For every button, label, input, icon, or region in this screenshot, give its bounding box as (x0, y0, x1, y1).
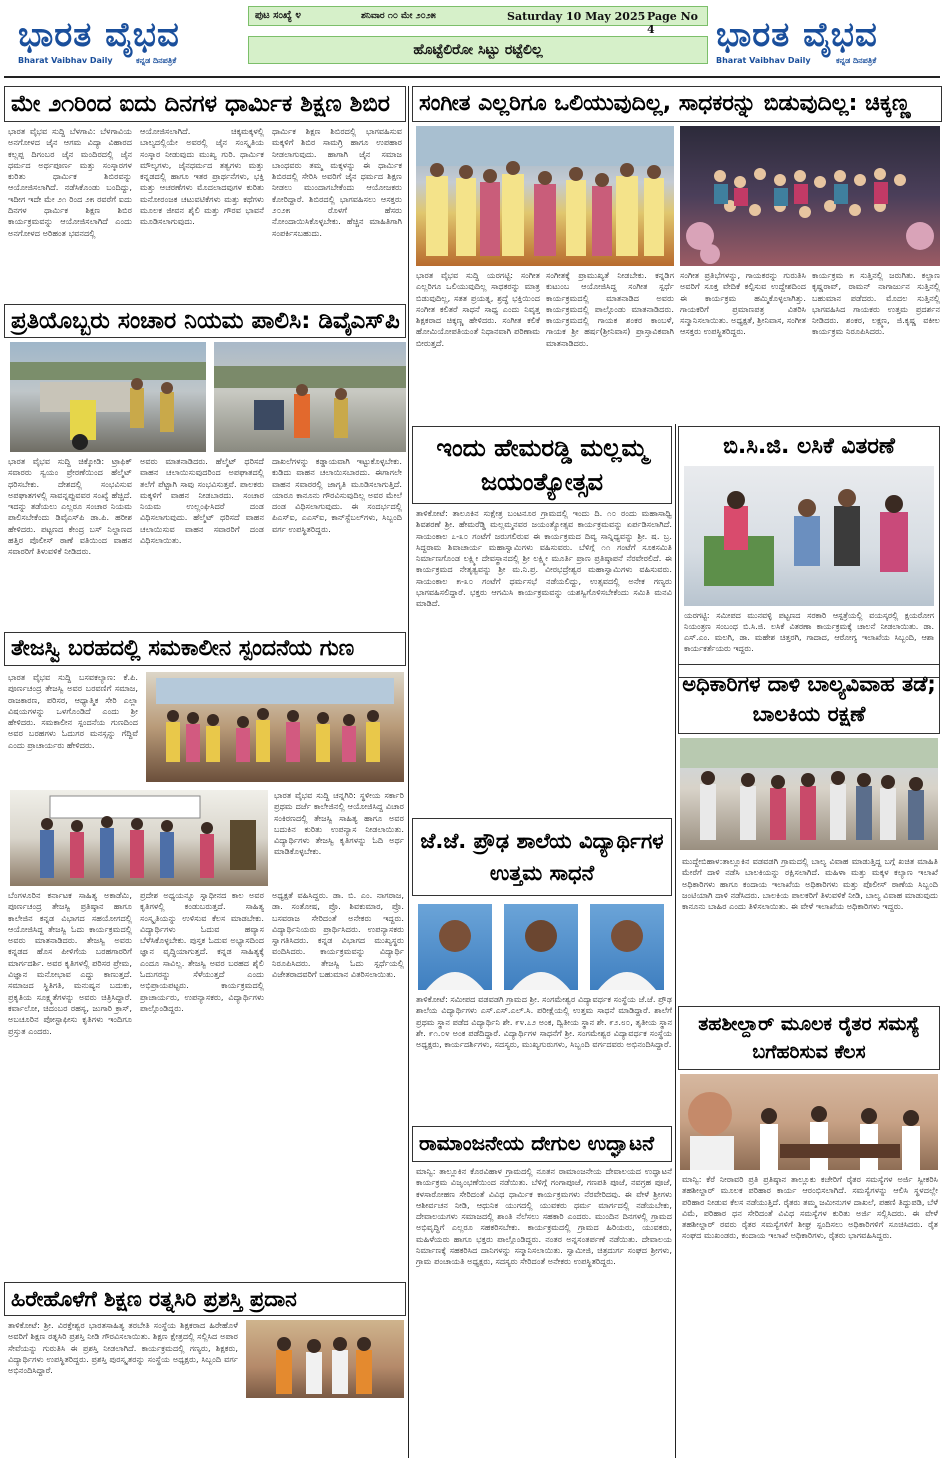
a7-student-photo-1 (418, 904, 492, 990)
seminar-photo-icon (146, 672, 404, 782)
a8-headline-box (412, 1126, 672, 1162)
student-portrait-icon (418, 904, 492, 990)
a2-headline-box (412, 86, 942, 122)
a7-headline: ಜೆ.ಜೆ. ಪ್ರೌಢ ಶಾಲೆಯ ವಿದ್ಯಾರ್ಥಿಗಳ ಉತ್ತಮ ಸಾಧನೆ (420, 829, 664, 885)
a10-headline-box (678, 1006, 940, 1070)
a4-headline-box (412, 426, 672, 504)
tagline: ಹೊಟ್ಟೆಲಿರೋ ಸಿಟ್ಟು ರಟ್ಟೆಲಿಲ್ಲ (413, 42, 543, 58)
page-count-kn: ಪುಟ ಸಂಖ್ಯೆ ೪ (255, 10, 302, 21)
a1-col1: ಭಾರತ ವೈಭವ ಸುದ್ದಿ ಬೆಳಗಾವಿ: ಬೆಳಗಾವಿಯ ಅನಗೋಳದ ಜೈನ ಆಗಮ ವಿದ್ಯಾ ವಿಹಾರದ ಕಲ್ಲಪ್ಪ ದಿಗಂಬರ ಜೈನ ಮಂದಿರದಲ್ಲಿ ಜೈನ ಧರ್ಮದ ಅರ್ಥಪೂರ್ಣ ಮತ್ತು ಸಂಸ್ಕಾರಗಳ ಕುರಿತು ಧಾರ್ಮಿಕ ಶಿಬಿರವನ್ನು ಆಯೋಜಿಸಲಾಗಿದೆ. ನಡೆಸಿಕೊಂಡು ಬಂದಿದ್ದು, ಇದೀಗ ಇದೇ ಮೇ ೨೧ ರಿಂದ ೨೫ ರವರೆಗೆ ಐದು ದಿನಗಳ ಧಾರ್ಮಿಕ ಶಿಕ್ಷಣ ಶಿಬಿರ ಕಾರ್ಯಕ್ರಮವನ್ನು ಆಯೋಜಿಸಲಾಗಿದೆ ಎಂದು ಅನಗೋಳದ ಅರಿಹಂತ ಭವನದಲ್ಲಿ (8, 126, 132, 238)
a4-body: ತಾಳಿಕೋಟೆ: ತಾಲೂಕಿನ ಸುಕ್ಷೇತ್ರ ಬಂಟನೂರ ಗ್ರಾಮದಲ್ಲಿ ಇಂದು ದಿ. ೧೦ ರಂದು ಮಹಾಸಾಧ್ವಿ ಶಿವಶರಣೆ ಶ್ರೀ. ಹೇಮರೆಡ್ಡಿ ಮಲ್ಲಮ್ಮನವರ ಜಯಂತ್ಯೋತ್ಸವ ಕಾರ್ಯಕ್ರಮವನ್ನು ಏರ್ಪಡಿಸಲಾಗಿದೆ. ಸಾಯಂಕಾಲ ೭-೩೦ ಗಂಟೆಗೆ ಜರುಗಲಿರುವ ಈ ಕಾರ್ಯಕ್ರಮದ ದಿವ್ಯ ಸಾನ್ನಿಧ್ಯವನ್ನು ಶ್ರೀ. ಷ. ಬ್ರ. ಸಿದ್ದರಾಮ ಶಿವಾಚಾರ್ಯ ಮಹಾಸ್ವಾಮಿಗಳು ವಹಿಸುವರು. ಬೆಳಿಗ್ಗೆ ೧೧ ಗಂಟೆಗೆ ಸೂಕಸಮಿತಿ ನಿರ್ಮಾಣಗೊಂಡ ಲಕ್ಷ್ಮೀ ದೇವಸ್ಥಾನದಲ್ಲಿ ಶ್ರೀ ಲಕ್ಷ್ಮೀ ಮೂರ್ತಿ ಪ್ರಾಣ ಪ್ರತಿಷ್ಠಾಪನೆ ನೆರವೇರಲಿದೆ. ಈ ಕಾರ್ಯಕ್ರಮದ ನೇತೃತ್ವವನ್ನು ಶ್ರೀ ಮ.ನಿ.ಪ್ರ. ವೀರಭದ್ರೇಶ್ವರ ಮಹಾಸ್ವಾಮಿಗಳು ವಹಿಸುವರು. ಸಾಯಂಕಾಲ ೫-೩೦ ಗಂಟೆಗೆ ಧರ್ಮಸಭೆ ನಡೆಯಲಿದ್ದು, ಉತ್ಸವದಲ್ಲಿ ಅನೇಕ ಗಣ್ಯರು ಭಾಗವಹಿಸಲಿದ್ದಾರೆ. ಭಕ್ತರು ಆಗಮಿಸಿ ಕಾರ್ಯಕ್ರಮವನ್ನು ಯಶಸ್ವಿಗೊಳಿಸಬೇಕೆಂದು ಸಮಿತಿ ಮನವಿ ಮಾಡಿದೆ. (416, 508, 672, 609)
a6-mid: ಭಾರತ ವೈಭವ ಸುದ್ದಿ ಚನ್ನಗಿರಿ: ಸ್ಥಳೀಯ ಸರ್ಕಾರಿ ಪ್ರಥಮ ದರ್ಜೆ ಕಾಲೇಜಿನಲ್ಲಿ ಆಯೋಜಿಸಿದ್ದ ವಿಚಾರ ಸಂಕಿರಣದಲ್ಲಿ ತೇಜಸ್ವಿ ಸಾಹಿತ್ಯ ಹಾಗೂ ಅವರ ಬದುಕಿನ ಕುರಿತು ಉಪನ್ಯಾಸ ನೀಡಲಾಯಿತು. ವಿದ್ಯಾರ್ಥಿಗಳು ತೇಜಸ್ವಿ ಕೃತಿಗಳನ್ನು ಓದಿ ಅರ್ಥ ಮಾಡಿಕೊಳ್ಳಬೇಕು. (274, 790, 404, 857)
a6-col2: ಪ್ರದೇಶ ಅಧ್ಯಯನ್ನೂ ಸ್ವಾಧೀನದ ಕಾಲ ಅವರ ಕೃತಿಗಳಲ್ಲಿ ಕಂಡುಬರುತ್ತದೆ. ಸಾಹಿತ್ಯ ಸಂಸ್ಕೃತಿಯನ್ನು ಉಳಿಸುವ ಕೆಲಸ ಮಾಡಬೇಕು. ವಿದ್ಯಾರ್ಥಿಗಳು ಓದುವ ಹವ್ಯಾಸ ಬೆಳೆಸಿಕೊಳ್ಳಬೇಕು. ಪುಸ್ತಕ ಓದುವ ಅಭ್ಯಾಸದಿಂದ ಜ್ಞಾನ ವೃದ್ಧಿಯಾಗುತ್ತದೆ. ಕನ್ನಡ ಸಾಹಿತ್ಯಕ್ಕೆ ಎಂದೂ ಸಾವಿಲ್ಲ. ತೇಜಸ್ವಿ ಅವರ ಬರಹದ ಶೈಲಿ ಓದುಗರನ್ನು ಸೆಳೆಯುತ್ತದೆ ಎಂದು ಅಭಿಪ್ರಾಯಪಟ್ಟರು. ಕಾರ್ಯಕ್ರಮದಲ್ಲಿ ಪ್ರಾಚಾರ್ಯರು, ಉಪನ್ಯಾಸಕರು, ವಿದ್ಯಾರ್ಥಿಗಳು ಪಾಲ್ಗೊಂಡಿದ್ದರು. (140, 890, 264, 1013)
officials-photo-icon (680, 738, 938, 850)
a2-photo-right (680, 126, 940, 266)
a3-col1: ಭಾರತ ವೈಭವ ಸುದ್ದಿ ಚಿಕ್ಕೋಡಿ: ಟ್ರಾಫಿಕ್ ಸವಾರರು ಸ್ವಯಂ ಪ್ರೇರಣೆಯಿಂದ ಹೆಲ್ಮೆಟ್ ಧರಿಸಬೇಕು. ದೇಶದಲ್ಲಿ ಸಂಭವಿಸುವ ಅಪಘಾತಗಳಲ್ಲಿ ಸಾವನ್ನಪ್ಪುವವರ ಸಂಖ್ಯೆ ಹೆಚ್ಚಿದೆ. ಇದನ್ನು ತಡೆಯಲು ಎಲ್ಲರೂ ಸಂಚಾರ ನಿಯಮ ಪಾಲಿಸಬೇಕೆಂದು ಡಿವೈಎಸ್‌ಪಿ ಡಾ.ಪಿ. ಹರೀಶ ಹೇಳಿದರು. ಪಟ್ಟಣದ ಕೇಂದ್ರ ಬಸ್ ನಿಲ್ದಾಣದ ಹತ್ತಿರ ಪೊಲೀಸ್ ಠಾಣೆ ವತಿಯಿಂದ ವಾಹನ ಸವಾರರಿಗೆ ತಿಳುವಳಿಕೆ ನೀಡಿದರು. (8, 456, 132, 557)
a5-photo (684, 466, 934, 606)
stage-photo-icon (10, 790, 268, 886)
a1-col2: ಆಯೋಜಿಸಲಾಗಿದೆ. ಚಿಕ್ಕಮಕ್ಕಳಲ್ಲಿ ಬಾಲ್ಯದಲ್ಲಿಯೇ ಅವರಲ್ಲಿ ಜೈನ ಸಂಸ್ಕೃತಿಯ ಸಂಸ್ಕಾರ ನೀಡುವುದು ಮುಖ್ಯ ಗುರಿ. ಧಾರ್ಮಿಕ ಮೌಲ್ಯಗಳು, ಜೈನಧರ್ಮದ ತತ್ವಗಳು ಮತ್ತು ಕನ್ನಡದಲ್ಲಿ ಹಾಗೂ ಇತರ ಪ್ರಾರ್ಥನೆಗಳು, ಭಕ್ತಿ ಮತ್ತು ಆಚರಣೆಗಳು ಮೊದಲಾದವುಗಳ ಕುರಿತು ಮನೋರಂಜಕ ಚಟುವಟಿಕೆಗಳು ಮತ್ತು ಕಥೆಗಳು ಮೂಲಕ ಜೀವನ ಶೈಲಿ ಮತ್ತು ಗೌರವ ಭಾವನೆ ಮೂಡಿಸಲಾಗುವುದು. (140, 126, 264, 227)
a7-headline-box (412, 818, 672, 896)
a3-headline: ಪ್ರತಿಯೊಬ್ಬರು ಸಂಚಾರ ನಿಯಮ ಪಾಲಿಸಿ: ಡಿವೈಎಸ್‌ಪಿ (11, 308, 400, 334)
masthead-title-right: ಭಾರತ ವೈಭವ (716, 15, 878, 55)
a1-col3: ಧಾರ್ಮಿಕ ಶಿಕ್ಷಣ ಶಿಬಿರದಲ್ಲಿ ಭಾಗವಹಿಸುವ ಮಕ್ಕಳಿಗೆ ಶಿಬಿರ ಸಾಮಗ್ರಿ ಹಾಗೂ ಉಪಹಾರ ನೀಡಲಾಗುವುದು. ಹಾಗಾಗಿ ಜೈನ ಸಮಾಜ ಬಾಂಧವರು ತಮ್ಮ ಮಕ್ಕಳನ್ನು ಈ ಧಾರ್ಮಿಕ ಶಿಬಿರದಲ್ಲಿ ಸೇರಿಸಿ ಅವರಿಗೆ ಜೈನ ಧರ್ಮದ ಶಿಕ್ಷಣ ನೀಡಲು ಮುಂದಾಗಬೇಕೆಂದು ಆಯೋಜಕರು ಕೋರಿದ್ದಾರೆ. ಶಿಬಿರದಲ್ಲಿ ಭಾಗವಹಿಸಲು ಆಸಕ್ತರು ೨೦೨೫ ರೊಳಗೆ ಹೆಸರು ನೋಂದಾಯಿಸಿಕೊಳ್ಳಬೇಕು. ಹೆಚ್ಚಿನ ಮಾಹಿತಿಗಾಗಿ ಸಂಪರ್ಕಿಸಬಹುದು. (272, 126, 402, 238)
a6-photo-bottom (10, 790, 268, 886)
a5-headline-wrap (680, 432, 938, 460)
a2-col1: ಭಾರತ ವೈಭವ ಸುದ್ದಿ ಯರಗಟ್ಟಿ: ಸಂಗೀತ ಎಲ್ಲರಿಗೂ ಒಲಿಯುವುದಿಲ್ಲ ಸಾಧಕರನ್ನು ಮಾತ್ರ ಬಿಡುವುದಿಲ್ಲ, ಸತತ ಪ್ರಯತ್ನ, ಶ್ರದ್ಧೆ ಭಕ್ತಿಯಿಂದ ಸಂಗೀತ ಕಲಿತರೆ ಸಾಧನೆ ಸಾಧ್ಯ ಎಂದು ನಿವೃತ್ತ ಶಿಕ್ಷಕರಾದ ಚಿಕ್ಕಣ್ಣ ಹೇಳಿದರು. ಸಂಗೀತ ಕಲಿಕೆ ಹೋಮಿಯೋಪತಿಯಂತೆ ನಿಧಾನವಾಗಿ ಪರಿಣಾಮ ಬೀರುತ್ತದೆ. (416, 270, 540, 348)
a4-headline: ಇಂದು ಹೇಮರಡ್ಡಿ ಮಲ್ಲಮ್ಮ ಜಯಂತ್ಯೋತ್ಸವ (436, 434, 648, 496)
a6-col1: ಬೆಂಗಳೂರಿನ ಕರ್ನಾಟಕ ಸಾಹಿತ್ಯ ಅಕಾಡೆಮಿ, ಪೂರ್ಣಚಂದ್ರ ತೇಜಸ್ವಿ ಪ್ರತಿಷ್ಠಾನ ಹಾಗೂ ಕಾಲೇಜಿನ ಕನ್ನಡ ವಿಭಾಗದ ಸಹಯೋಗದಲ್ಲಿ ಆಯೋಜಿಸಿದ್ದ ತೇಜಸ್ವಿ ಓದು ಕಾರ್ಯಕ್ರಮದಲ್ಲಿ ಅವರು ಮಾತನಾಡಿದರು. ತೇಜಸ್ವಿ ಅವರು ಕನ್ನಡದ ಹೊಸ ಪೀಳಿಗೆಯ ಬರಹಗಾರರಿಗೆ ಮಾರ್ಗದರ್ಶಿ. ಅವರ ಕೃತಿಗಳಲ್ಲಿ ಪರಿಸರ ಪ್ರೇಮ, ವಿಜ್ಞಾನ ಮನೋಭಾವ ಎದ್ದು ಕಾಣುತ್ತದೆ. ಸಮಾಜದ ಸ್ಥಿತಿಗತಿ, ಮನುಷ್ಯನ ಬದುಕು, ಪ್ರಕೃತಿಯ ಸೂಕ್ಷ್ಮತೆಗಳನ್ನು ಅವರು ಚಿತ್ರಿಸಿದ್ದಾರೆ. ಕರ್ವಾಲೋ, ಚಿದಂಬರ ರಹಸ್ಯ, ಜುಗಾರಿ ಕ್ರಾಸ್, ಅಬಚೂರಿನ ಪೋಸ್ಟಾಫೀಸು ಕೃತಿಗಳು ಇಂದಿಗೂ ಪ್ರಸ್ತುತ ಎಂದರು. (8, 890, 132, 1036)
a3-photo-left (10, 342, 206, 452)
a6-headline: ತೇಜಸ್ವಿ ಬರಹದಲ್ಲಿ ಸಮಕಾಲೀನ ಸ್ಪಂದನೆಯ ಗುಣ (11, 636, 355, 661)
a2-headline: ಸಂಗೀತ ಎಲ್ಲರಿಗೂ ಒಲಿಯುವುದಿಲ್ಲ, ಸಾಧಕರನ್ನು ಬಿಡುವುದಿಲ್ಲ: ಚಿಕ್ಕಣ್ಣ (419, 91, 911, 116)
a2-col4: ಕಾರ್ಯಕ್ರಮ ೫ ಸುತ್ತಿನಲ್ಲಿ ಜರುಗಿತು. ಕಲ್ಪಾಣ ಕೃಷ್ಣರಾವ್, ರಾಮನ್ ನಾಗಾರ್ಜುನ ಸುತ್ತಿನಲ್ಲಿ ಬಹುಮಾನ ಪಡೆದರು. ಮೊದಲ ಸುತ್ತಿನಲ್ಲಿ ಭಾಗವಹಿಸಿದ ಗಾಯಕರು ಉತ್ತಮ ಪ್ರದರ್ಶನ ನೀಡಿದರು. ಶಂಕರ, ಲಕ್ಷ್ಮಣ, ಜಿ.ಕೃಷ್ಣ ವಕೀಲ ಕಾರ್ಯಕ್ರಮ ನಿರೂಪಿಸಿದರು. (812, 270, 940, 337)
masthead-subtitle-en-right: Bharat Vaibhav Daily (716, 56, 811, 65)
a3-col3: ದಾಖಲೆಗಳನ್ನು ಕಡ್ಡಾಯವಾಗಿ ಇಟ್ಟುಕೊಳ್ಳಬೇಕು. ಕುಡಿದು ವಾಹನ ಚಲಾಯಿಸಬಾರದು. ಈಗಾಗಲೇ ವಾಹನ ಸವಾರರಲ್ಲಿ ಜಾಗೃತಿ ಮೂಡಿಸಲಾಗುತ್ತಿದೆ. ಯಾರೂ ಕಾನೂನು ಗೌರವಿಸುವುದಿಲ್ಲ ಅವರ ಮೇಲೆ ದಂಡ ವಿಧಿಸಲಾಗುವುದು. ಈ ಸಂದರ್ಭದಲ್ಲಿ ಪಿಎಸ್‌ಐ, ಎಎಸ್‌ಐ, ಕಾನ್‌ಸ್ಟೆಬಲ್‌ಗಳು, ಸಿಬ್ಬಂದಿ ವರ್ಗ ಉಪಸ್ಥಿತರಿದ್ದರು. (272, 456, 402, 534)
masthead-subtitle-kn-right: ಕನ್ನಡ ದಿನಪತ್ರಿಕೆ (836, 56, 877, 65)
a10-body: ಮಾನ್ವಿ: ಕೆರೆ ನೀರಾವರಿ ಪ್ರತಿ ಪ್ರತಿಷ್ಠಾನ ತಾಲ್ಲೂಕು ಕಚೇರಿಗೆ ರೈತರ ಸಮಸ್ಯೆಗಳ ಅರ್ಜಿ ಸ್ವೀಕರಿಸಿ ತಹಶೀಲ್ದಾರ್ ಮೂಲಕ ಪರಿಹಾರ ಕಾರ್ಯ ಆರಂಭಿಸಲಾಗಿದೆ. ಸಮಸ್ಯೆಗಳನ್ನು ಆಲಿಸಿ ಸ್ಥಳದಲ್ಲೇ ಪರಿಹಾರ ನೀಡುವ ಕೆಲಸ ನಡೆಯುತ್ತಿದೆ. ರೈತರು ತಮ್ಮ ಜಮೀನುಗಳ ದಾಖಲೆ, ಪಹಣಿ ತಿದ್ದುಪಡಿ, ಬೆಳೆ ವಿಮೆ, ಪರಿಹಾರ ಧನ ಸೇರಿದಂತೆ ವಿವಿಧ ಸಮಸ್ಯೆಗಳ ಕುರಿತು ಅರ್ಜಿ ಸಲ್ಲಿಸಿದರು. ಈ ವೇಳೆ ತಹಶೀಲ್ದಾರ್ ರವರು ರೈತರ ಸಮಸ್ಯೆಗಳಿಗೆ ಶೀಘ್ರ ಸ್ಪಂದಿಸಲು ಅಧಿಕಾರಿಗಳಿಗೆ ಸೂಚಿಸಿದರು. ರೈತ ಸಂಘದ ಮುಖಂಡರು, ಕಂದಾಯ ಇಲಾಖೆ ಅಧಿಕಾರಿಗಳು, ರೈತರು ಭಾಗವಹಿಸಿದ್ದರು. (682, 1174, 938, 1241)
column-rule-1 (408, 86, 409, 1458)
date-kn: ಶನಿವಾರ ೧೦ ಮೇ ೨೦೨೫ (361, 11, 436, 21)
student-portrait-icon (590, 904, 664, 990)
masthead-subtitle-en-left: Bharat Vaibhav Daily (18, 56, 113, 65)
a11-photo (246, 1320, 404, 1398)
meeting-photo-icon (680, 1074, 938, 1170)
a9-headline: ಅಧಿಕಾರಿಗಳ ದಾಳಿ ಬಾಲ್ಯವಿವಾಹ ತಡೆ; ಬಾಲಕಿಯ ರಕ್ಷಣೆ (682, 672, 936, 726)
column-rule-2 (675, 424, 676, 1458)
a3-headline-box (4, 304, 406, 338)
vaccination-photo-icon (684, 466, 934, 606)
a11-headline: ಹಿರೇಹೊಳೆಗೆ ಶಿಕ್ಷಣ ರತ್ನಸಿರಿ ಪ್ರಶಸ್ತಿ ಪ್ರದಾನ (11, 1287, 297, 1311)
a9-photo (680, 738, 938, 850)
a8-headline: ರಾಮಾಂಜನೇಯ ದೇಗುಲ ಉದ್ಘಾಟನೆ (419, 1131, 655, 1155)
audience-photo-icon (680, 126, 940, 266)
tagline-bar (248, 36, 708, 64)
a10-photo (680, 1074, 938, 1170)
masthead-subtitle-kn-left: ಕನ್ನಡ ದಿನಪತ್ರಿಕೆ (136, 56, 177, 65)
date-bar (248, 6, 708, 36)
a2-photo-left (416, 126, 674, 266)
a6-col3: ಅಧ್ಯಕ್ಷತೆ ವಹಿಸಿದ್ದರು. ಡಾ. ಬಿ. ಎಂ. ನಾಗರಾಜ, ಡಾ. ಸಂತೋಷ, ಪ್ರೊ. ಶಿವಕುಮಾರ, ಪ್ರೊ. ಬಸವರಾಜ ಸೇರಿದಂತೆ ಅನೇಕರು ಇದ್ದರು. ವಿದ್ಯಾರ್ಥಿನಿಯರು ಪ್ರಾರ್ಥಿಸಿದರು. ಉಪನ್ಯಾಸಕರು ಸ್ವಾಗತಿಸಿದರು. ಕನ್ನಡ ವಿಭಾಗದ ಮುಖ್ಯಸ್ಥರು ವಂದಿಸಿದರು. ಕಾರ್ಯಕ್ರಮವನ್ನು ವಿದ್ಯಾರ್ಥಿ ನಿರೂಪಿಸಿದರು. ತೇಜಸ್ವಿ ಓದು ಸ್ಪರ್ಧೆಯಲ್ಲಿ ವಿಜೇತರಾದವರಿಗೆ ಬಹುಮಾನ ವಿತರಿಸಲಾಯಿತು. (272, 890, 404, 980)
a11-body: ತಾಳಿಕೋಟೆ: ಶ್ರೀ. ವಿರಕ್ತೇಶ್ವರ ಭಾರತಸಾಹಿತ್ಯ ತರಬೇತಿ ಸಂಸ್ಥೆಯ ಶಿಕ್ಷಕರಾದ ಹಿರೇಹೊಳೆ ಅವರಿಗೆ ಶಿಕ್ಷಣ ರತ್ನಸಿರಿ ಪ್ರಶಸ್ತಿ ನೀಡಿ ಗೌರವಿಸಲಾಯಿತು. ಶಿಕ್ಷಣ ಕ್ಷೇತ್ರದಲ್ಲಿ ಸಲ್ಲಿಸಿದ ಅಪಾರ ಸೇವೆಯನ್ನು ಗುರುತಿಸಿ ಈ ಪ್ರಶಸ್ತಿ ನೀಡಲಾಗಿದೆ. ಕಾರ್ಯಕ್ರಮದಲ್ಲಿ ಗಣ್ಯರು, ಶಿಕ್ಷಕರು, ವಿದ್ಯಾರ್ಥಿಗಳು ಉಪಸ್ಥಿತರಿದ್ದರು. ಪ್ರಶಸ್ತಿ ಪುರಸ್ಕೃತರನ್ನು ಸಂಸ್ಥೆಯ ಅಧ್ಯಕ್ಷರು, ಸಿಬ್ಬಂದಿ ವರ್ಗ ಅಭಿನಂದಿಸಿದ್ದಾರೆ. (8, 1320, 238, 1376)
date-en: Saturday 10 May 2025 (507, 10, 646, 23)
a7-student-photo-2 (504, 904, 578, 990)
masthead-divider (4, 76, 940, 78)
award-photo-icon (246, 1320, 404, 1398)
a6-headline-box (4, 632, 406, 666)
a6-intro: ಭಾರತ ವೈಭವ ಸುದ್ದಿ ಬಸವಕಲ್ಯಾಣ: ಕೆ.ಪಿ. ಪೂರ್ಣಚಂದ್ರ ತೇಜಸ್ವಿ ಅವರ ಬರವಣಿಗೆ ಸಮಾಜ, ರಾಜಕಾರಣ, ಪರಿಸರ, ಆಧ್ಯಾತ್ಮಿಕ ಸೇರಿ ಎಲ್ಲಾ ವಿಷಯಗಳನ್ನು ಒಳಗೊಂಡಿದೆ ಎಂದು ಶ್ರೀ ಹೇಳಿದರು. ಸಮಕಾಲೀನ ಸ್ಪಂದನೆಯ ಗುಣದಿಂದ ಅವರ ಬರಹಗಳು ಓದುಗರ ಮನಸ್ಸನ್ನು ಗೆದ್ದಿವೆ ಎಂದು ಪ್ರಾಚಾರ್ಯರು ಹೇಳಿದರು. (8, 672, 138, 750)
masthead (4, 2, 940, 72)
a8-body: ಮಾನ್ವಿ: ತಾಲ್ಲೂಕಿನ ಕೊರವಿಹಾಳ ಗ್ರಾಮದಲ್ಲಿ ನೂತನ ರಾಮಾಂಜನೇಯ ದೇವಾಲಯದ ಉದ್ಘಾಟನೆ ಕಾರ್ಯಕ್ರಮ ವಿಜೃಂಭಣೆಯಿಂದ ನಡೆಯಿತು. ಬೆಳಿಗ್ಗೆ ಗಂಗಾಪೂಜೆ, ಗಣಪತಿ ಪೂಜೆ, ನವಗ್ರಹ ಪೂಜೆ, ಕಳಸಾರೋಹಣ ಸೇರಿದಂತೆ ವಿವಿಧ ಧಾರ್ಮಿಕ ಕಾರ್ಯಕ್ರಮಗಳು ನೆರವೇರಿದವು. ಈ ವೇಳೆ ಶ್ರೀಗಳು ಆಶೀರ್ವಚನ ನೀಡಿ, ಆಧುನಿಕ ಯುಗದಲ್ಲಿ ಯುವಕರು ಧರ್ಮ ಮಾರ್ಗದಲ್ಲಿ ನಡೆಯಬೇಕು, ದೇವಾಲಯಗಳು ಸಮಾಜದಲ್ಲಿ ಶಾಂತಿ ನೆಲೆಸಲು ಸಹಕಾರಿ ಎಂದರು. ಮುಂದಿನ ದಿನಗಳಲ್ಲಿ ಗ್ರಾಮದ ಅಭಿವೃದ್ಧಿಗೆ ಎಲ್ಲರೂ ಸಹಕರಿಸಬೇಕು. ಕಾರ್ಯಕ್ರಮದಲ್ಲಿ ಗ್ರಾಮದ ಹಿರಿಯರು, ಯುವಕರು, ಮಹಿಳೆಯರು ಹಾಗೂ ಭಕ್ತರು ಪಾಲ್ಗೊಂಡಿದ್ದರು. ನಂತರ ಅನ್ನಸಂತರ್ಪಣೆ ನಡೆಯಿತು. ದೇವಾಲಯ ನಿರ್ಮಾಣಕ್ಕೆ ಸಹಕರಿಸಿದ ದಾನಿಗಳನ್ನು ಸನ್ಮಾನಿಸಲಾಯಿತು. ಸ್ವಾಮೀಜಿ, ಚಿತ್ರದುರ್ಗ ಸಂಘದ ಶ್ರೀಗಳು, ಗ್ರಾಮ ಪಂಚಾಯತಿ ಅಧ್ಯಕ್ಷರು, ಸದಸ್ಯರು ಸೇರಿದಂತೆ ಅನೇಕರು ಉಪಸ್ಥಿತರಿದ್ದರು. (416, 1166, 672, 1267)
a11-headline-box (4, 1282, 406, 1316)
police-photo-icon (214, 342, 406, 452)
a3-col2: ಅವರು ಮಾತನಾಡಿದರು. ಹೆಲ್ಮೆಟ್ ಧರಿಸದೆ ವಾಹನ ಚಲಾಯಿಸುವುದರಿಂದ ಅಪಘಾತದಲ್ಲಿ ತಲೆಗೆ ಪೆಟ್ಟಾಗಿ ಸಾವು ಸಂಭವಿಸುತ್ತವೆ. ಪಾಲಕರು ಮಕ್ಕಳಿಗೆ ವಾಹನ ನೀಡಬಾರದು. ಸಂಚಾರ ನಿಯಮ ಉಲ್ಲಂಘಿಸಿದರೆ ದಂಡ ವಿಧಿಸಲಾಗುವುದು. ಹೆಲ್ಮೆಟ್ ಧರಿಸದೆ ವಾಹನ ಚಲಾಯಿಸುವ ವಾಹನ ಸವಾರರಿಗೆ ದಂಡ ವಿಧಿಸಲಾಯಿತು. (140, 456, 264, 546)
a1-headline: ಮೇ ೨೧ರಿಂದ ಐದು ದಿನಗಳ ಧಾರ್ಮಿಕ ಶಿಕ್ಷಣ ಶಿಬಿರ (11, 91, 390, 117)
a5-caption: ಯರಗಟ್ಟಿ: ಸಮೀಪದ ಮುನವಳ್ಳಿ ಪಟ್ಟಣದ ಸರಕಾರಿ ಆಸ್ಪತ್ರೆಯಲ್ಲಿ ವಯಸ್ಕರಲ್ಲಿ ಕ್ಷಯರೋಗ ನಿಯಂತ್ರಣ ಸಂಬಂಧ ಬಿ.ಸಿ.ಜಿ. ಲಸಿಕೆ ವಿತರಣಾ ಕಾರ್ಯಕ್ರಮಕ್ಕೆ ಚಾಲನೆ ನೀಡಲಾಯಿತು. ಡಾ. ಎಸ್.ಎಂ. ಮಲಗಿ, ಡಾ. ಮಹೇಶ ಚಿತ್ತರಗಿ, ಗಾದಾದ, ಆರೋಗ್ಯ ಇಲಾಖೆಯ ಸಿಬ್ಬಂದಿ, ಆಶಾ ಕಾರ್ಯಕರ್ತೆಯರು ಇದ್ದರು. (684, 611, 934, 653)
traffic-photo-icon (10, 342, 206, 452)
a10-headline: ತಹಶೀಲ್ದಾರ್ ಮೂಲಕ ರೈತರ ಸಮಸ್ಯೆ ಬಗೆಹರಿಸುವ ಕೆಲಸ (698, 1013, 920, 1063)
a7-student-photo-3 (590, 904, 664, 990)
student-portrait-icon (504, 904, 578, 990)
group-photo-icon (416, 126, 674, 266)
a2-col3: ಸಂಗೀತ ಪ್ರತಿಭೆಗಳನ್ನು, ಗಾಯಕರನ್ನು ಗುರುತಿಸಿ ಅವರಿಗೆ ಸೂಕ್ತ ವೇದಿಕೆ ಕಲ್ಪಿಸುವ ಉದ್ದೇಶದಿಂದ ಈ ಕಾರ್ಯಕ್ರಮ ಹಮ್ಮಿಕೊಳ್ಳಲಾಗಿತ್ತು. ಗಾಯಕರಿಗೆ ಪ್ರಮಾಣಪತ್ರ ವಿತರಿಸಿ ಸನ್ಮಾನಿಸಲಾಯಿತು. ಅಧ್ಯಕ್ಷತೆ, ಶ್ರೀನಿವಾಸ, ಸಂಗೀತ ಆಸಕ್ತರು ಉಪಸ್ಥಿತರಿದ್ದರು. (680, 270, 806, 337)
a3-photo-right (214, 342, 406, 452)
a2-col2: ಸಂಗೀತಕ್ಕೆ ಪ್ರಾಮುಖ್ಯತೆ ನೀಡಬೇಕು. ಕನ್ನಡಿಗ ಕುಟುಂಬ ಆಯೋಜಿಸಿದ್ದ ಸಂಗೀತ ಸ್ಪರ್ಧೆ ಕಾರ್ಯಕ್ರಮದಲ್ಲಿ ಮಾತನಾಡಿದ ಅವರು ಕಾರ್ಯಕ್ರಮದಲ್ಲಿ ಪಾಲ್ಗೊಂಡು ಮಾತನಾಡಿದರು. ಕಾರ್ಯಕ್ರಮದಲ್ಲಿ ಗಾಯಕ ಶಂಕರ ಕಾಂಬಳೆ, ಗಾಯಕ ಶ್ರೀ ಹರ್ಷ(ಶ್ರೀನಿವಾಸ) ಪ್ರಾಸ್ತಾವಿಕವಾಗಿ ಮಾತನಾಡಿದರು. (546, 270, 674, 348)
a7-body: ತಾಳಿಕೋಟೆ: ಸಮೀಪದ ವಡವಡಗಿ ಗ್ರಾಮದ ಶ್ರೀ. ಸಂಗಮೇಶ್ವರ ವಿದ್ಯಾವರ್ಧಕ ಸಂಸ್ಥೆಯ ಜೆ.ಜೆ. ಪ್ರೌಢ ಶಾಲೆಯ ವಿದ್ಯಾರ್ಥಿಗಳು ಎಸ್.ಎಸ್.ಎಲ್.ಸಿ. ಪರೀಕ್ಷೆಯಲ್ಲಿ ಉತ್ತಮ ಸಾಧನೆ ಮಾಡಿದ್ದಾರೆ. ಶಾಲೆಗೆ ಪ್ರಥಮ ಸ್ಥಾನ ಪಡೆದ ವಿದ್ಯಾರ್ಥಿನಿ ಶೇ. ೯೪.೭೨ ಅಂಕ, ದ್ವಿತೀಯ ಸ್ಥಾನ ಶೇ. ೯೨.೮೦, ತೃತೀಯ ಸ್ಥಾನ ಶೇ. ೯೧.೦೪ ಅಂಕ ಪಡೆದಿದ್ದಾರೆ. ವಿದ್ಯಾರ್ಥಿಗಳ ಸಾಧನೆಗೆ ಶ್ರೀ. ಸಂಗಮೇಶ್ವರ ವಿದ್ಯಾವರ್ಧಕ ಸಂಸ್ಥೆಯ ಅಧ್ಯಕ್ಷರು, ಕಾರ್ಯದರ್ಶಿಗಳು, ಸದಸ್ಯರು, ಮುಖ್ಯಗುರುಗಳು, ಸಿಬ್ಬಂದಿ ವರ್ಗದವರು ಅಭಿನಂದಿಸಿದ್ದಾರೆ. (416, 994, 672, 1050)
a6-photo-top (146, 672, 404, 782)
page-number: Page No 4 (647, 10, 699, 36)
a9-headline-box (678, 664, 940, 734)
a1-headline-box (4, 86, 406, 122)
a5-headline: ಬಿ.ಸಿ.ಜಿ. ಲಸಿಕೆ ವಿತರಣೆ (723, 434, 895, 459)
masthead-title-left: ಭಾರತ ವೈಭವ (18, 15, 180, 55)
a9-body: ಮುದ್ದೇಬಿಹಾಳ:ತಾಲ್ಲೂಕಿನ ವಡವಡಗಿ ಗ್ರಾಮದಲ್ಲಿ ಬಾಲ್ಯ ವಿವಾಹ ಮಾಡುತ್ತಿದ್ದ ಬಗ್ಗೆ ಖಚಿತ ಮಾಹಿತಿ ಮೇರೆಗೆ ದಾಳಿ ನಡೆಸಿ ಬಾಲಕಿಯನ್ನು ರಕ್ಷಿಸಲಾಗಿದೆ. ಮಹಿಳಾ ಮತ್ತು ಮಕ್ಕಳ ಕಲ್ಯಾಣ ಇಲಾಖೆ ಅಧಿಕಾರಿಗಳು ಹಾಗೂ ಕಂದಾಯ ಇಲಾಖೆಯ ಅಧಿಕಾರಿಗಳು ಮತ್ತು ಪೊಲೀಸ್ ಠಾಣೆಯ ಸಿಬ್ಬಂದಿ ಜಂಟಿಯಾಗಿ ದಾಳಿ ನಡೆಸಿದರು. ಬಾಲಕಿಯ ಪಾಲಕರಿಗೆ ತಿಳುವಳಿಕೆ ನೀಡಿ, ಬಾಲ್ಯ ವಿವಾಹ ಮಾಡುವುದು ಕಾನೂನು ಬಾಹಿರ ಎಂದು ತಿಳಿಸಲಾಯಿತು. ಈ ವೇಳೆ ಇಲಾಖೆಯ ಅಧಿಕಾರಿಗಳು ಇದ್ದರು. (682, 856, 938, 912)
